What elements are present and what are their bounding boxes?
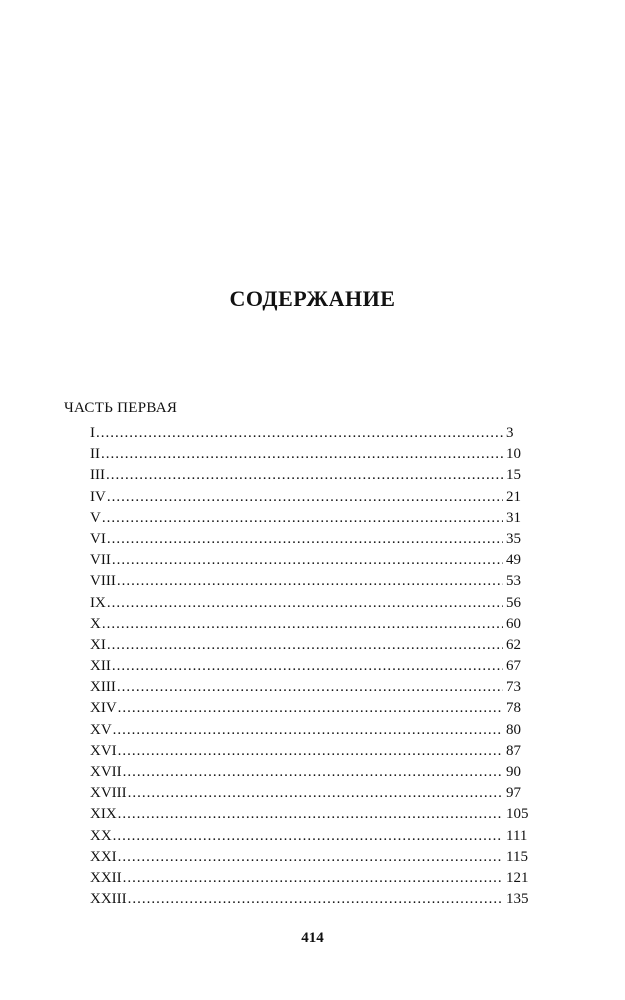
toc-page-number: 60 [506, 615, 521, 632]
toc-chapter-number: I [90, 425, 95, 441]
toc-chapter-number: V [90, 509, 101, 526]
dot-leader [128, 783, 503, 804]
dot-leader [118, 741, 503, 762]
toc-chapter-number: II [90, 446, 100, 463]
dot-leader [117, 677, 503, 698]
dot-leader [107, 487, 503, 508]
toc-entry[interactable] [90, 868, 538, 889]
toc-entry[interactable] [90, 593, 538, 614]
dot-leader [113, 826, 503, 847]
toc-entry[interactable] [90, 635, 538, 656]
toc-chapter-number: XVI [90, 742, 117, 759]
toc-page-number: 56 [506, 594, 521, 611]
toc-chapter-number: IV [90, 488, 106, 505]
toc-page-number: 10 [506, 446, 521, 463]
toc-entry[interactable] [90, 529, 538, 550]
dot-leader [112, 550, 503, 571]
toc-page-number: 80 [506, 721, 521, 738]
toc-page-number: 111 [506, 827, 528, 844]
toc-entry[interactable] [90, 698, 538, 719]
toc-entry[interactable] [90, 677, 538, 698]
page-number: 414 [301, 930, 324, 946]
toc-chapter-number: XII [90, 658, 111, 675]
dot-leader [102, 614, 503, 635]
toc-entry[interactable] [90, 508, 538, 529]
toc-page-number: 90 [506, 764, 521, 780]
toc-chapter-number: XIX [90, 806, 117, 823]
toc-page-number: 97 [506, 785, 521, 802]
toc-entry[interactable] [90, 487, 538, 508]
dot-leader [102, 508, 503, 529]
dot-leader [112, 656, 503, 677]
dot-leader [123, 762, 503, 783]
toc-chapter-number: XV [90, 721, 112, 738]
toc-page-number: 3 [506, 425, 514, 441]
toc-entry[interactable] [90, 444, 538, 465]
toc-chapter-number: XIII [90, 679, 116, 696]
toc-page-number: 21 [506, 488, 521, 505]
toc-chapter-number: VIII [90, 573, 116, 590]
toc-page-number: 49 [506, 552, 521, 569]
toc-entry[interactable] [90, 826, 538, 847]
dot-leader [123, 868, 503, 889]
toc-page-number: 73 [506, 679, 521, 696]
dot-leader [107, 635, 503, 656]
dot-leader [106, 465, 503, 486]
dot-leader [118, 847, 503, 868]
toc-entry[interactable] [90, 741, 538, 762]
toc-chapter-number: XXII [90, 869, 122, 886]
toc-chapter-number: XX [90, 827, 112, 844]
toc-page-number: 31 [506, 509, 521, 526]
toc-chapter-number: XVIII [90, 785, 127, 802]
toc-entry[interactable] [90, 762, 538, 783]
toc-page-number: 121 [506, 869, 529, 886]
toc-page-number: 35 [506, 530, 521, 547]
toc-page-number: 62 [506, 636, 521, 653]
toc-entry[interactable] [90, 889, 538, 910]
dot-leader [107, 593, 503, 614]
toc-chapter-number: III [90, 467, 105, 484]
toc-page-number: 53 [506, 573, 521, 590]
toc-entry[interactable] [90, 720, 538, 741]
part-heading: ЧАСТЬ ПЕРВАЯ [64, 400, 178, 416]
toc-page-number: 115 [506, 848, 528, 865]
toc-entry[interactable] [90, 614, 538, 635]
dot-leader [96, 423, 503, 444]
toc-chapter-number: XIV [90, 700, 117, 717]
toc-entry[interactable] [90, 550, 538, 571]
toc-entry[interactable] [90, 804, 538, 825]
dot-leader [117, 571, 503, 592]
toc-chapter-number: XXI [90, 848, 117, 865]
toc-chapter-number: XVII [90, 764, 122, 780]
toc-entry[interactable] [90, 423, 538, 444]
toc-entry[interactable] [90, 465, 538, 486]
dot-leader [118, 698, 503, 719]
toc-page-number: 105 [506, 806, 529, 823]
toc-entry[interactable] [90, 656, 538, 677]
toc-page-number: 87 [506, 742, 521, 759]
toc-chapter-number: VI [90, 530, 106, 547]
toc-entry[interactable] [90, 571, 538, 592]
toc-page-number: 78 [506, 700, 521, 717]
toc-chapter-number: XXIII [90, 891, 127, 908]
toc-page-number: 135 [506, 891, 529, 908]
table-of-contents [90, 423, 538, 910]
toc-entry[interactable] [90, 783, 538, 804]
toc-chapter-number: IX [90, 594, 106, 611]
toc-page-number: 15 [506, 467, 521, 484]
dot-leader [113, 720, 503, 741]
toc-entry[interactable] [90, 847, 538, 868]
toc-chapter-number: VII [90, 552, 111, 569]
toc-chapter-number: X [90, 615, 101, 632]
dot-leader [118, 804, 503, 825]
page-title: СОДЕРЖАНИЕ [229, 286, 396, 311]
dot-leader [128, 889, 503, 910]
dot-leader [107, 529, 503, 550]
dot-leader [101, 444, 503, 465]
toc-page-number: 67 [506, 658, 521, 675]
toc-chapter-number: XI [90, 636, 106, 653]
